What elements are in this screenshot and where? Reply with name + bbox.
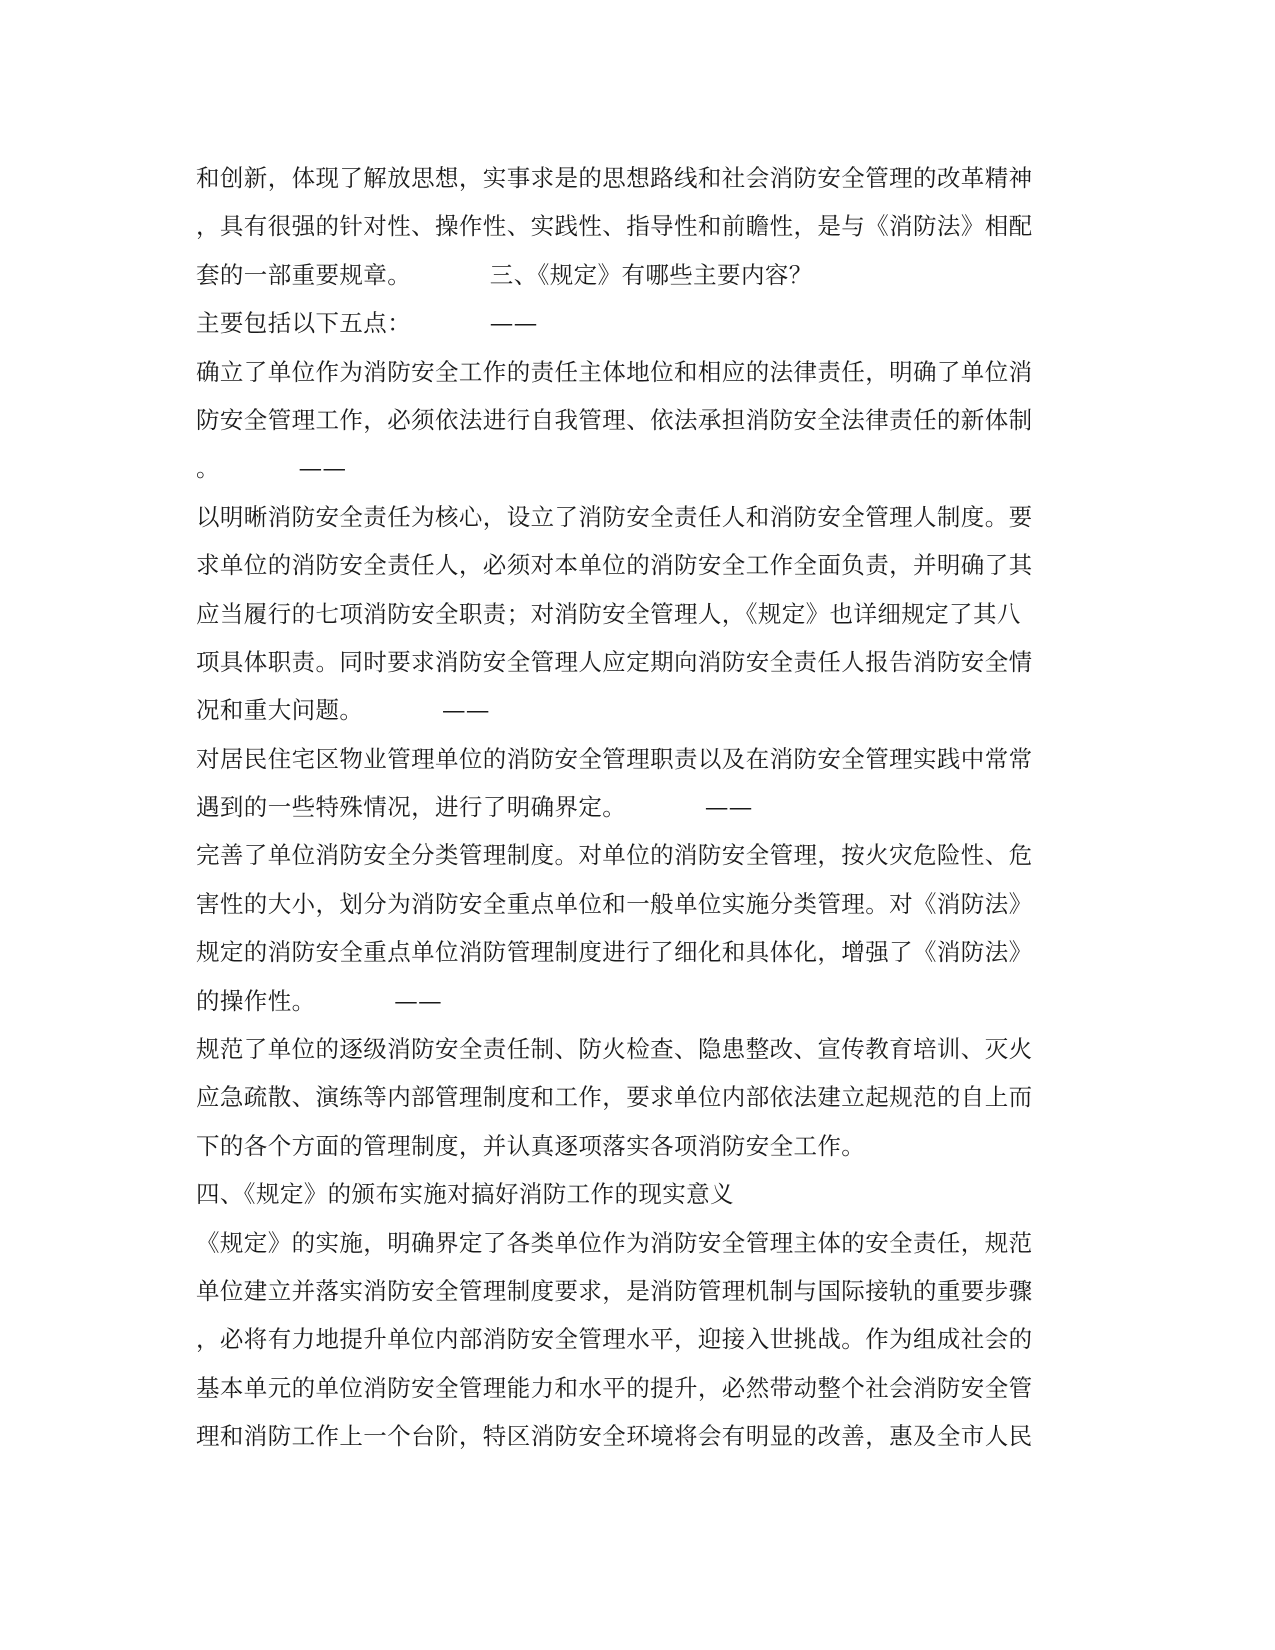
- text-line: 规定的消防安全重点单位消防管理制度进行了细化和具体化，增强了《消防法》: [196, 938, 1033, 967]
- text-line: 确立了单位作为消防安全工作的责任主体地位和相应的法律责任，明确了单位消: [196, 357, 1033, 386]
- text-line: 求单位的消防安全责任人，必须对本单位的消防安全工作全面负责，并明确了其: [196, 551, 1033, 580]
- text-line: ，必将有力地提升单位内部消防安全管理水平，迎接入世挑战。作为组成社会的: [196, 1325, 1033, 1354]
- text-line: 应急疏散、演练等内部管理制度和工作，要求单位内部依法建立起规范的自上而: [196, 1083, 1033, 1112]
- text-line: 完善了单位消防安全分类管理制度。对单位的消防安全管理，按火灾危险性、危: [196, 841, 1033, 870]
- section-heading: 四、《规定》的颁布实施对搞好消防工作的现实意义: [196, 1180, 734, 1209]
- text-line: 项具体职责。同时要求消防安全管理人应定期向消防安全责任人报告消防安全情: [196, 647, 1033, 676]
- text-line: 况和重大问题。 ——: [196, 696, 490, 725]
- text-line: 应当履行的七项消防安全职责；对消防安全管理人，《规定》也详细规定了其八: [196, 599, 1021, 628]
- text-line: 下的各个方面的管理制度，并认真逐项落实各项消防安全工作。: [196, 1131, 866, 1160]
- text-line: 基本单元的单位消防安全管理能力和水平的提升，必然带动整个社会消防安全管: [196, 1373, 1033, 1402]
- text-line: 套的一部重要规章。 三、《规定》有哪些主要内容？: [196, 260, 813, 289]
- text-line: 以明晰消防安全责任为核心，设立了消防安全责任人和消防安全管理人制度。要: [196, 502, 1033, 531]
- text-line: 害性的大小，划分为消防安全重点单位和一般单位实施分类管理。对《消防法》: [196, 889, 1033, 918]
- text-line: 单位建立并落实消防安全管理制度要求，是消防管理机制与国际接轨的重要步骤: [196, 1276, 1033, 1305]
- text-line: 规范了单位的逐级消防安全责任制、防火检查、隐患整改、宣传教育培训、灭火: [196, 1035, 1033, 1064]
- text-line: 和创新，体现了解放思想，实事求是的思想路线和社会消防安全管理的改革精神: [196, 164, 1033, 192]
- text-line: 遇到的一些特殊情况，进行了明确界定。 ——: [196, 793, 753, 822]
- text-line: 的操作性。 ——: [196, 986, 442, 1015]
- text-line: 防安全管理工作，必须依法进行自我管理、依法承担消防安全法律责任的新体制: [196, 405, 1033, 434]
- body-text: [196, 154, 1076, 1461]
- text-line: 理和消防工作上一个台阶，特区消防安全环境将会有明显的改善，惠及全市人民: [196, 1422, 1033, 1451]
- text-line: 。 ——: [196, 454, 347, 483]
- text-line: 对居民住宅区物业管理单位的消防安全管理职责以及在消防安全管理实践中常常: [196, 744, 1033, 773]
- text-line: ，具有很强的针对性、操作性、实践性、指导性和前瞻性，是与《消防法》相配: [196, 212, 1033, 241]
- text-line: 《规定》的实施，明确界定了各类单位作为消防安全管理主体的安全责任，规范: [196, 1228, 1033, 1257]
- text-line: 主要包括以下五点： ——: [196, 309, 538, 338]
